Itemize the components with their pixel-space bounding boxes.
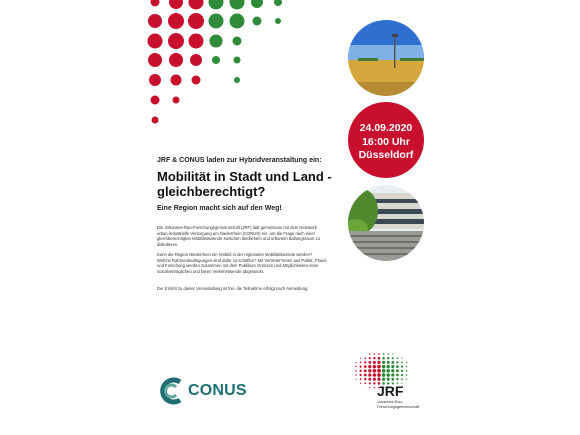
event-date: 24.09.2020 [359,122,413,134]
jrf-subtitle: Johannes-Rau- Forschungsgemeinschaft [377,400,420,409]
event-place: Düsseldorf [358,149,414,161]
description-paragraph: Die Johannes-Rau-Forschungsgemeinschaft (JRF) lädt gemeinsam mit dem Netzwerk urban-industrielle Versorgung am Niederrhein (CONUS) ein, um die Frage nach einer gleichberechtigten Mobilitätswende zwischen ländlichem und urbanem Ballungsraum zu diskutieren. [157,225,320,247]
description-paragraph: Kann die Region Niederrhein ein Vorbild in der regionalen Mobilitätswende werden? Welche Rahmenbedingungen sind dafür zu schaffen? Mit Vertreter*innen aus Politik, Praxis und Forschung werden zusammen mit dem Publikum Grenzen und Möglichkeiten einer sozialverträglichen und fairen Verkehrswende abgesteckt. [157,252,327,274]
field-photo [348,20,424,96]
conus-wordmark: CONUS [188,382,247,399]
conus-mark-icon [158,377,184,405]
registration-note: Der Eintritt zu dieser Veranstaltung ist frei, die Teilnahme erfolgt nach Anmeldung. [157,286,309,291]
conus-logo [158,377,247,405]
jrf-wordmark: JRF [377,383,404,399]
event-title: Mobilität in Stadt und Land - gleichberechtigt? [157,169,332,199]
event-time: 16:00 Uhr [362,135,410,148]
event-subtitle: Eine Region macht sich auf den Weg! [157,205,282,212]
building-photo [348,185,424,261]
event-date-badge [348,102,424,178]
invitation-intro: JRF & CONUS laden zur Hybridveranstaltung ein: [157,157,322,164]
dot-pattern-graphic [0,0,300,130]
